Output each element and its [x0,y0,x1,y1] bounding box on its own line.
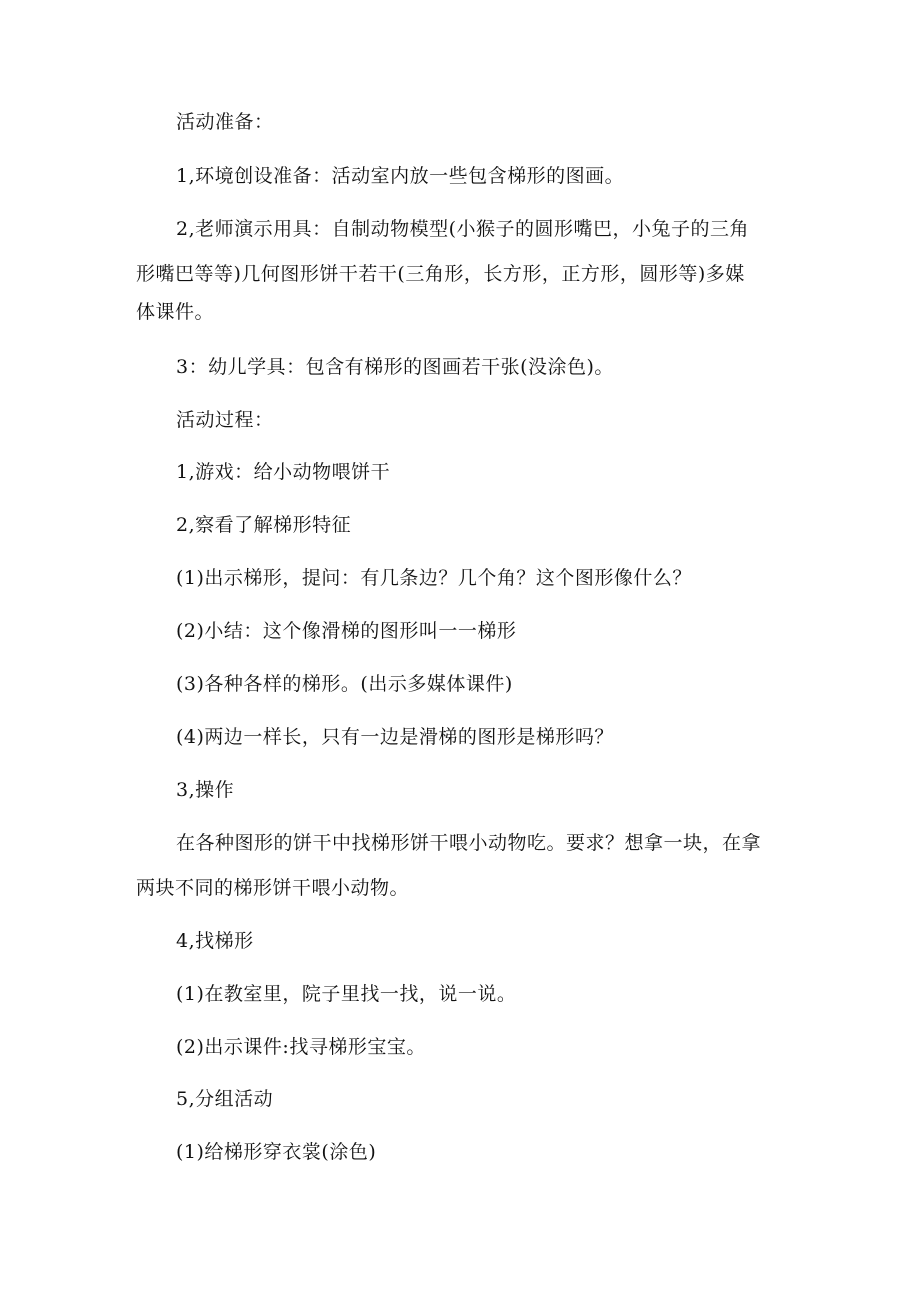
paragraph-line: (2)出示课件:找寻梯形宝宝。 [176,1036,426,1058]
paragraph-line: 在各种图形的饼干中找梯形饼干喂小动物吃。要求？想拿一块，在拿 [176,832,762,854]
paragraph-line: 1,环境创设准备：活动室内放一些包含梯形的图画。 [176,165,625,187]
paragraph-line: (3)各种各样的梯形。(出示多媒体课件) [176,673,513,695]
paragraph-line: 2,察看了解梯形特征 [176,514,352,536]
paragraph-line: 5,分组活动 [176,1088,274,1110]
paragraph-line: (2)小结：这个像滑梯的图形叫一一梯形 [176,620,517,642]
paragraph-line: (1)给梯形穿衣裳(涂色) [176,1141,377,1163]
paragraph-line: 2,老师演示用具：自制动物模型(小猴子的圆形嘴巴，小兔子的三角 [176,218,750,240]
paragraph-line: 3,操作 [176,779,235,801]
paragraph-line: 1,游戏：给小动物喂饼干 [176,461,391,483]
paragraph-line: 体课件。 [136,301,215,323]
paragraph-line: (1)在教室里，院子里找一找，说一说。 [176,983,517,1005]
paragraph-line: 两块不同的梯形饼干喂小动物。 [136,877,410,899]
heading-activity-process: 活动过程： [176,409,274,431]
paragraph-line: 4,找梯形 [176,930,254,952]
paragraph-line: 形嘴巴等等)几何图形饼干若干(三角形，长方形，正方形，圆形等)多媒 [136,263,745,285]
paragraph-line: 3：幼儿学具：包含有梯形的图画若干张(没涂色)。 [176,356,614,378]
paragraph-line: (1)出示梯形，提问：有几条边？几个角？这个图形像什么？ [176,567,692,589]
paragraph-line: (4)两边一样长，只有一边是滑梯的图形是梯形吗？ [176,726,614,748]
heading-activity-preparation: 活动准备： [176,111,274,133]
